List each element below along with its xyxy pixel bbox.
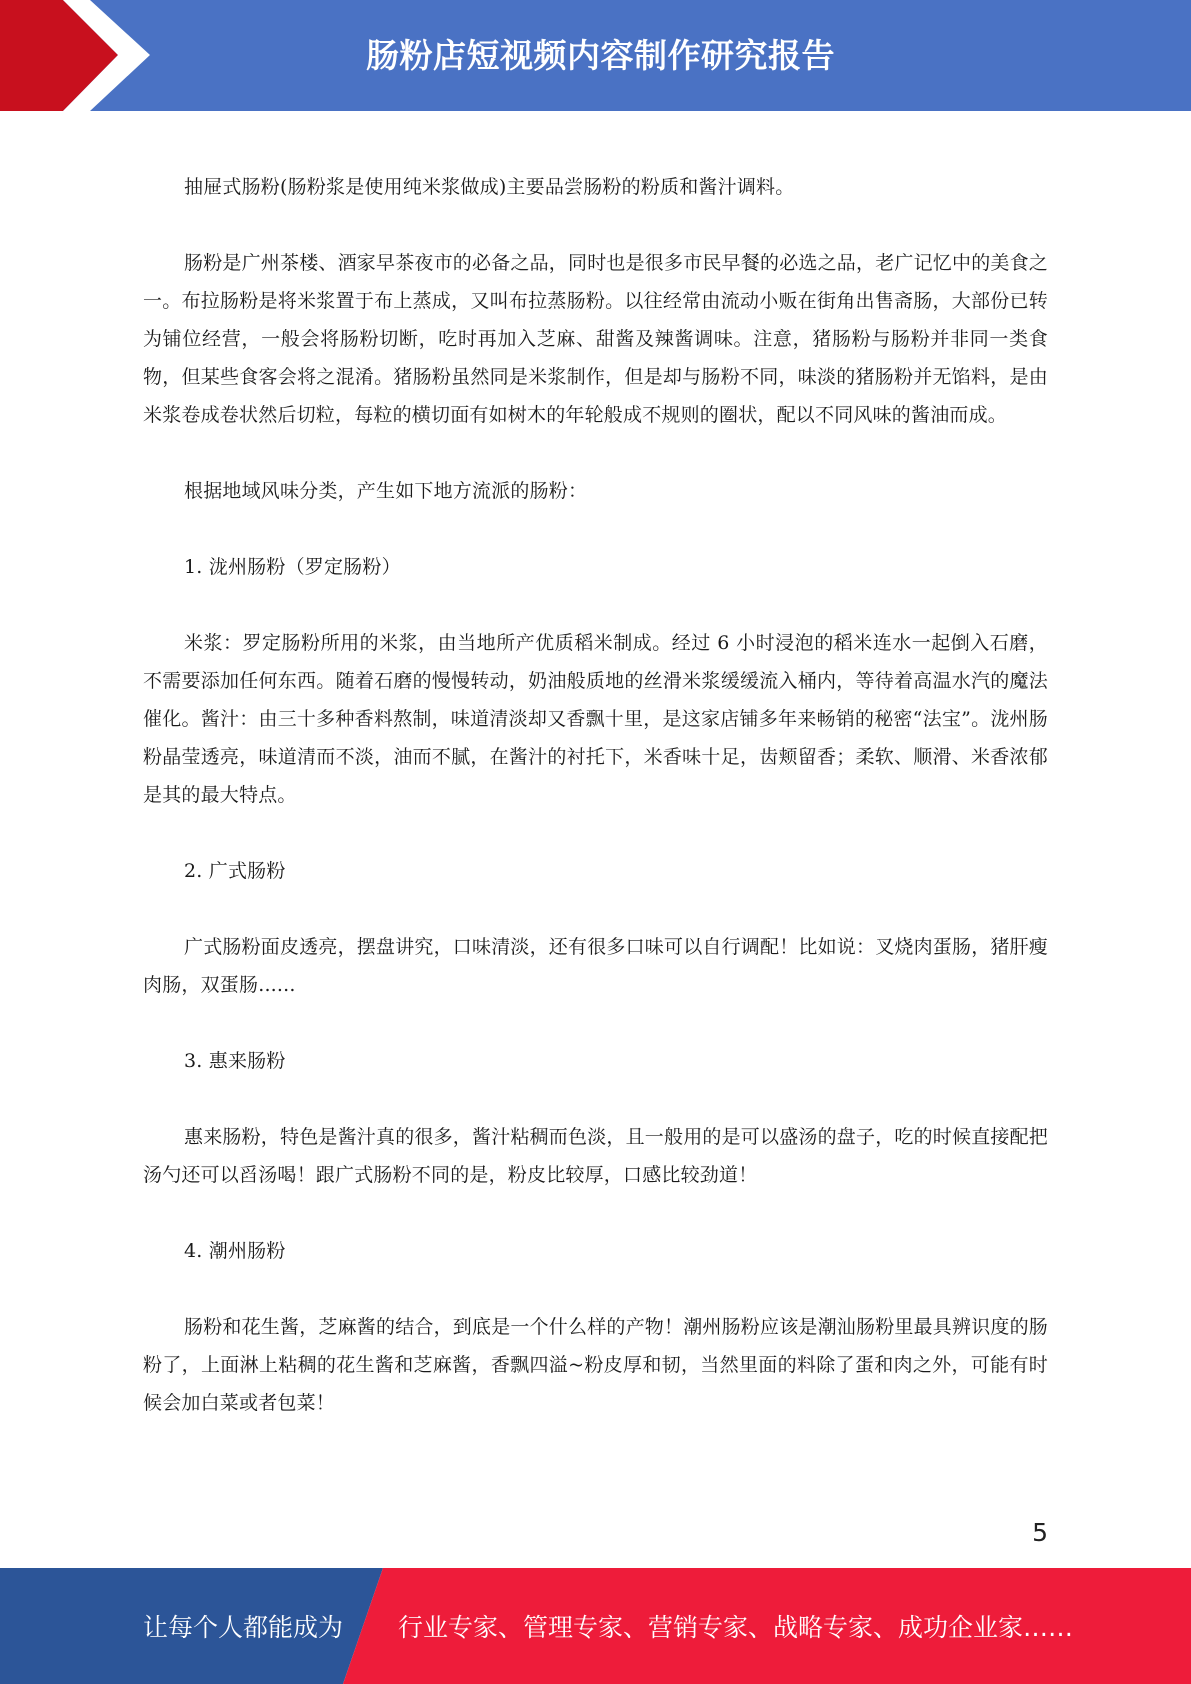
paragraph-section-1: 米浆：罗定肠粉所用的米浆，由当地所产优质稻米制成。经过 6 小时浸泡的稻米连水一起倒入石磨，不需要添加任何东西。随着石磨的慢慢转动，奶油般质地的丝滑米浆缓缓流入桶内，等待着高温水汽的魔法催化。酱汁：由三十多种香料熬制，味道清淡却又香飘十里，是这家店铺多年来畅销的秘密“法宝”。泷州肠粉晶莹透亮，味道清而不淡，油而不腻，在酱汁的衬托下，米香味十足，齿颊留香；柔软、顺滑、米香浓郁是其的最大特点。 — [143, 632, 1048, 806]
paragraph-section-4: 肠粉和花生酱，芝麻酱的结合，到底是一个什么样的产物！潮州肠粉应该是潮汕肠粉里最具辨识度的肠粉了，上面淋上粘稠的花生酱和芝麻酱，香飘四溢~粉皮厚和韧，当然里面的料除了蛋和肉之外，可能有时候会加白菜或者包菜！ — [143, 1316, 1049, 1414]
section-heading-1: 1. 泷州肠粉（罗定肠粉） — [184, 556, 401, 578]
page-footer — [0, 1568, 1191, 1684]
paragraph-classification: 根据地域风味分类，产生如下地方流派的肠粉： — [184, 480, 588, 502]
paragraph-section-3: 惠来肠粉，特色是酱汁真的很多，酱汁粘稠而色淡，且一般用的是可以盛汤的盘子，吃的时候直接配把汤勺还可以舀汤喝！跟广式肠粉不同的是，粉皮比较厚，口感比较劲道！ — [143, 1126, 1049, 1186]
document-body — [143, 168, 1048, 1422]
document-title: 肠粉店短视频内容制作研究报告 — [366, 36, 835, 75]
section-heading-3: 3. 惠来肠粉 — [184, 1050, 286, 1072]
paragraph-section-2: 广式肠粉面皮透亮，摆盘讲究，口味清淡，还有很多口味可以自行调配！比如说：叉烧肉蛋肠，猪肝瘦肉肠，双蛋肠...... — [143, 936, 1049, 996]
footer-slogan-right: 行业专家、管理专家、营销专家、战略专家、成功企业家…… — [398, 1613, 1074, 1642]
paragraph-overview: 肠粉是广州茶楼、酒家早茶夜市的必备之品，同时也是很多市民早餐的必选之品，老广记忆中的美食之一。布拉肠粉是将米浆置于布上蒸成，又叫布拉蒸肠粉。以往经常由流动小贩在街角出售斋肠，大部份已转为铺位经营，一般会将肠粉切断，吃时再加入芝麻、甜酱及辣酱调味。注意，猪肠粉与肠粉并非同一类食物，但某些食客会将之混淆。猪肠粉虽然同是米浆制作，但是却与肠粉不同，味淡的猪肠粉并无馅料，是由米浆卷成卷状然后切粒，每粒的横切面有如树木的年轮般成不规则的圈状，配以不同风味的酱油而成。 — [143, 252, 1049, 426]
paragraph-intro: 抽屉式肠粉(肠粉浆是使用纯米浆做成)主要品尝肠粉的粉质和酱汁调料。 — [184, 176, 795, 198]
footer-slogan-left: 让每个人都能成为 — [143, 1613, 344, 1642]
section-heading-4: 4. 潮州肠粉 — [184, 1240, 286, 1262]
page-header — [0, 0, 1191, 111]
section-heading-2: 2. 广式肠粉 — [184, 860, 286, 882]
page-number: 5 — [1032, 1518, 1048, 1547]
